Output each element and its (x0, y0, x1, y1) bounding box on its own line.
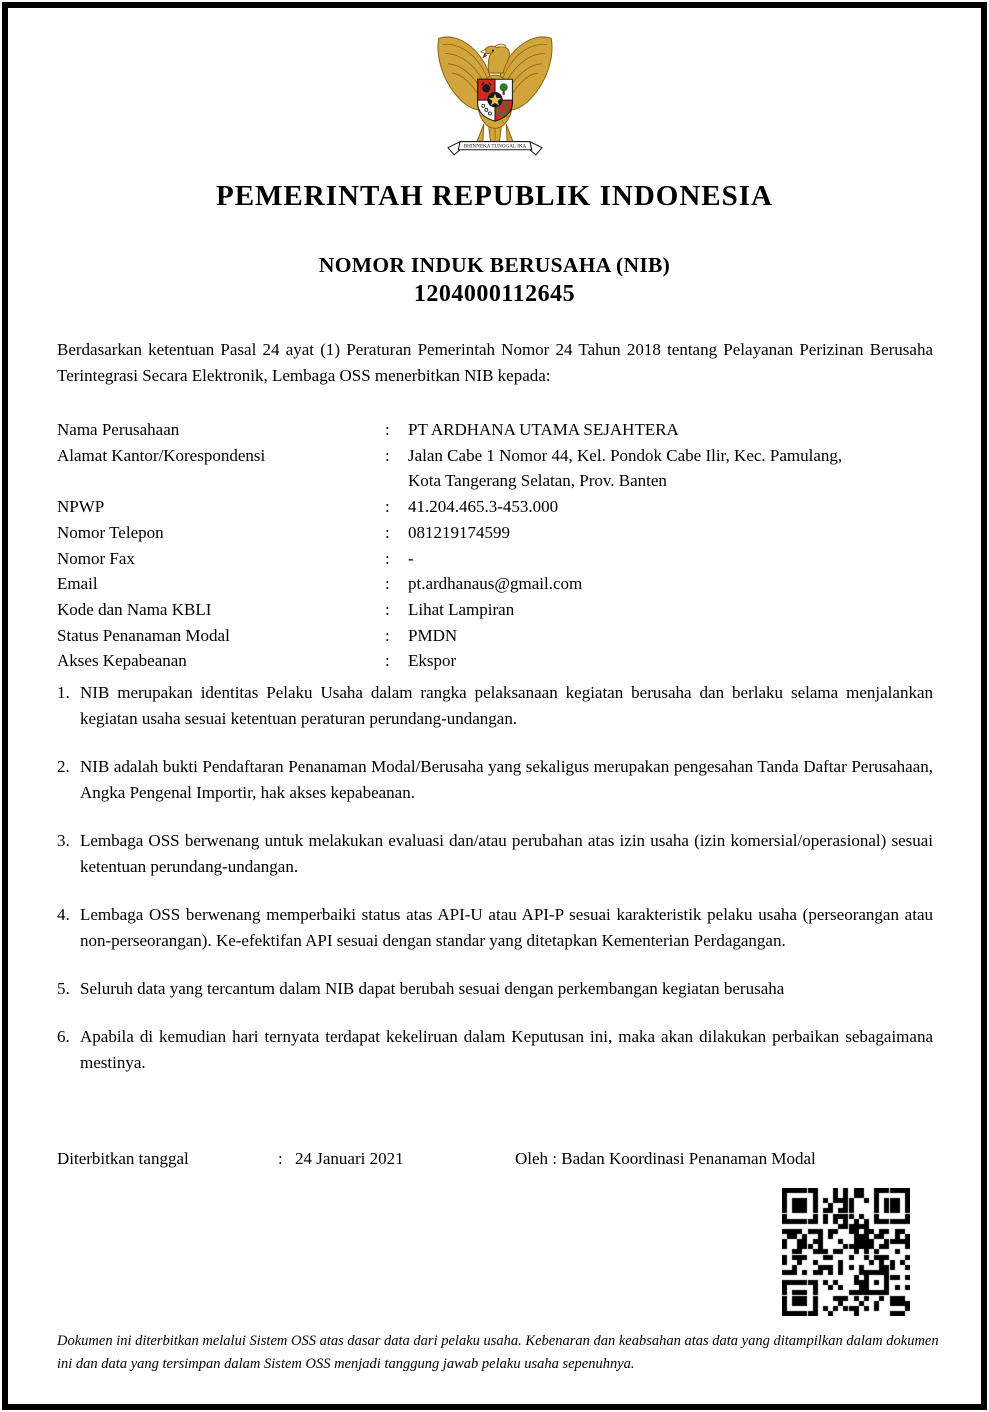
field-row-kbli (57, 597, 937, 623)
field-colon: : (385, 548, 390, 568)
field-value: Lihat Lampiran (408, 599, 515, 619)
note-number: 3. (57, 831, 70, 850)
issued-colon: : (278, 1149, 283, 1168)
field-label: Nama Perusahaan (57, 420, 180, 439)
garuda-emblem (0, 24, 989, 167)
field-value: pt.ardhanaus@gmail.com (408, 574, 583, 594)
field-colon: : (385, 497, 390, 517)
footer-disclaimer: Dokumen ini diterbitkan melalui Sistem OSS atas dasar data dari pelaku usaha. Kebenaran dan keabsahan atas data yang ditampilkan dalam dokumen ini dan data yang tersimpan dalam Sistem OSS menjadi tanggung jawab pelaku usaha sepenuhnya. (57, 1333, 939, 1372)
note-text: Seluruh data yang tercantum dalam NIB dapat berubah sesuai dengan perkembangan kegiatan berusaha (80, 979, 785, 998)
note-item-6 (57, 1024, 933, 1076)
emblem-motto: BHINNEKA TUNGGAL IKA (463, 143, 526, 150)
field-label: Nomor Fax (57, 548, 135, 568)
field-value: 41.204.465.3-453.000 (408, 497, 559, 517)
note-item-1 (57, 680, 933, 732)
field-label: Akses Kepabeanan (57, 651, 187, 671)
note-text: Lembaga OSS berwenang untuk melakukan evaluasi dan/atau perubahan atas izin usaha (izin komersial/operasional) sesuai ketentuan perundang-undangan. (80, 831, 933, 876)
garuda-pancasila-icon (433, 24, 557, 162)
field-label: Email (57, 574, 98, 594)
intro-paragraph: Berdasarkan ketentuan Pasal 24 ayat (1) Peraturan Pemerintah Nomor 24 Tahun 2018 tentang Pelayanan Perizinan Berusaha Terintegrasi Secara Elektronik, Lembaga OSS menerbitkan NIB kepada: (57, 340, 933, 385)
issued-label: Diterbitkan tanggal (57, 1149, 189, 1168)
field-colon: : (385, 522, 390, 542)
note-text: Apabila di kemudian hari ternyata terdapat kekeliruan dalam Keputusan ini, maka akan dilakukan perbaikan sebagaimana mestinya. (80, 1027, 933, 1072)
field-value: PMDN (408, 625, 458, 645)
field-label: Status Penanaman Modal (57, 625, 230, 645)
field-colon: : (385, 445, 390, 465)
field-row-email (57, 571, 937, 597)
note-item-2 (57, 754, 933, 806)
field-value (408, 443, 937, 494)
field-label: Nomor Telepon (57, 522, 164, 542)
field-row-alamat (57, 443, 937, 494)
note-number: 6. (57, 1027, 70, 1046)
note-number: 2. (57, 757, 70, 776)
field-label: Kode dan Nama KBLI (57, 599, 212, 619)
field-row-status-modal (57, 623, 937, 649)
doc-type-title: NOMOR INDUK BERUSAHA (NIB) (318, 253, 671, 277)
nib-number: 1204000112645 (413, 281, 576, 307)
field-value: PT ARDHANA UTAMA SEJAHTERA (408, 420, 679, 439)
field-row-nama-perusahaan (57, 417, 937, 443)
address-line-1: Jalan Cabe 1 Nomor 44, Kel. Pondok Cabe Ilir, Kec. Pamulang, (408, 445, 843, 465)
page-title: PEMERINTAH REPUBLIK INDONESIA (216, 180, 773, 212)
field-value: - (408, 548, 414, 568)
note-number: 4. (57, 905, 70, 924)
note-number: 1. (57, 683, 70, 702)
field-colon: : (385, 599, 390, 619)
note-text: Lembaga OSS berwenang memperbaiki status atas API-U atau API-P sesuai karakteristik pelaku usaha (perseorangan atau non-perseorangan). Ke-efektifan API sesuai dengan standar yang ditetapkan Kementerian Perdagangan. (80, 905, 933, 950)
issued-date: 24 Januari 2021 (295, 1149, 404, 1168)
note-item-4 (57, 902, 933, 954)
field-row-npwp (57, 494, 937, 520)
field-label: NPWP (57, 497, 105, 517)
note-text: NIB adalah bukti Pendaftaran Penanaman Modal/Berusaha yang sekaligus merupakan pengesahan Tanda Daftar Perusahaan, Angka Pengenal Importir, hak akses kepabeanan. (80, 757, 933, 802)
qr-code (782, 1188, 910, 1316)
issued-row (57, 1146, 937, 1172)
note-item-3 (57, 828, 933, 880)
notes-list (57, 680, 933, 1098)
company-fields (57, 417, 937, 674)
field-row-telepon (57, 520, 937, 546)
field-value: 081219174599 (408, 522, 510, 542)
field-colon: : (385, 625, 390, 645)
note-number: 5. (57, 979, 70, 998)
field-colon: : (385, 651, 390, 671)
field-colon: : (385, 574, 390, 594)
field-label: Alamat Kantor/Korespondensi (57, 445, 266, 465)
address-line-2: Kota Tangerang Selatan, Prov. Banten (408, 471, 667, 491)
field-row-fax (57, 546, 937, 572)
field-row-kepabeanan (57, 648, 937, 674)
issued-by: Oleh : Badan Koordinasi Penanaman Modal (515, 1149, 816, 1168)
field-colon: : (385, 420, 390, 439)
note-text: NIB merupakan identitas Pelaku Usaha dalam rangka pelaksanaan kegiatan berusaha dan berlaku selama menjalankan kegiatan usaha sesuai ketentuan peraturan perundang-undangan. (80, 683, 933, 728)
note-item-5 (57, 976, 933, 1002)
field-value: Ekspor (408, 651, 457, 671)
